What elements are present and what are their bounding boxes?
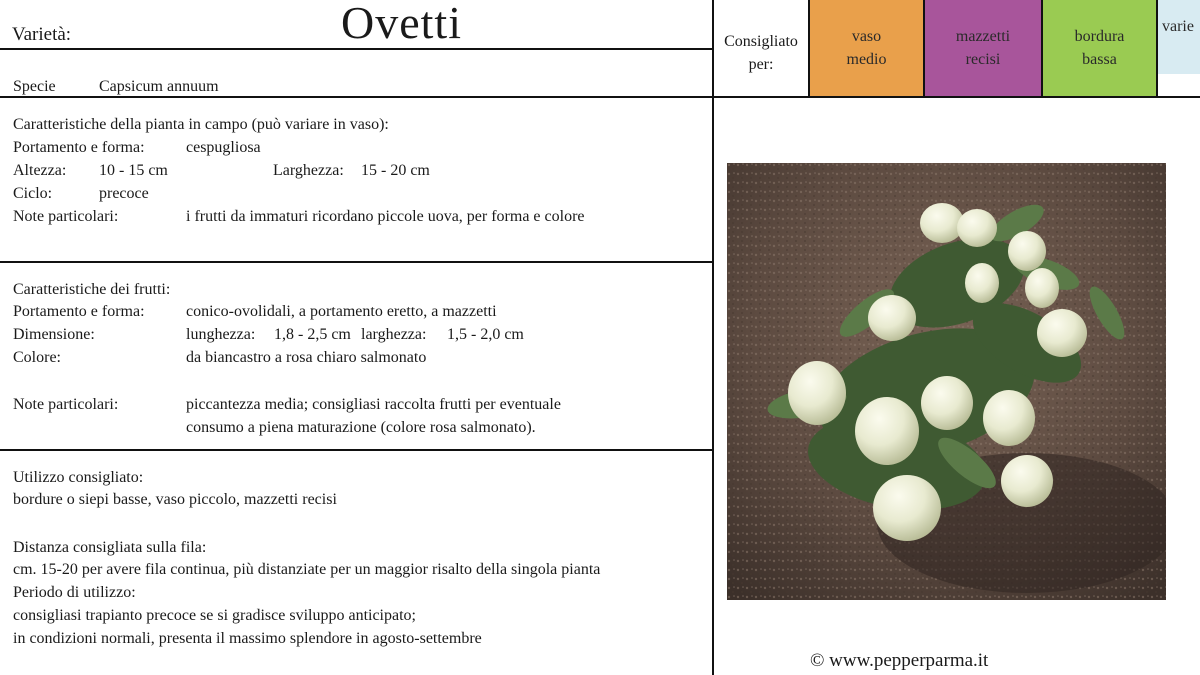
frutti-larghezza-label: larghezza: — [361, 326, 427, 343]
category-line2: medio — [846, 51, 887, 68]
category-mazzetti-recisi — [925, 0, 1041, 96]
title-underline — [0, 48, 712, 50]
altezza-label: Altezza: — [13, 162, 67, 179]
category-line2: recisi — [965, 51, 1001, 68]
category-bordura-bassa — [1043, 0, 1156, 96]
utilizzo-value: bordure o siepi basse, vaso piccolo, mazzetti recisi — [13, 491, 337, 508]
section-rule-1 — [0, 261, 712, 263]
category-varie — [1158, 0, 1200, 74]
pianta-larghezza-value: 15 - 20 cm — [361, 162, 430, 179]
frutti-note-line1: piccantezza media; consigliasi raccolta frutti per eventuale — [186, 396, 561, 413]
ciclo-value: precoce — [99, 185, 149, 202]
frutti-portamento-label: Portamento e forma: — [13, 303, 145, 320]
frutti-note-line2: consumo a piena maturazione (colore rosa salmonato). — [186, 419, 536, 436]
plant-photo — [727, 163, 1166, 600]
distanza-value: cm. 15-20 per avere fila continua, più distanziate per un maggior risalto della singola pianta — [13, 561, 601, 578]
consigliato-label — [714, 30, 808, 76]
distanza-heading: Distanza consigliata sulla fila: — [13, 539, 207, 556]
varieta-label: Varietà: — [12, 24, 72, 45]
category-line2: bassa — [1082, 51, 1117, 68]
category-line1: mazzetti — [955, 28, 1011, 45]
frutti-heading: Caratteristiche dei frutti: — [13, 281, 171, 298]
frutti-portamento-value: conico-ovolidali, a portamento eretto, a mazzetti — [186, 303, 497, 320]
dimensione-label: Dimensione: — [13, 326, 95, 343]
pianta-portamento-label: Portamento e forma: — [13, 139, 145, 156]
periodo-line1: consigliasi trapianto precoce se si gradisce sviluppo anticipato; — [13, 607, 416, 624]
page-title: Ovetti — [341, 0, 462, 48]
consigliato-line1: Consigliato — [724, 33, 798, 50]
frutti-note-label: Note particolari: — [13, 396, 119, 413]
pianta-note-label: Note particolari: — [13, 208, 119, 225]
specie-label: Specie — [13, 78, 56, 95]
altezza-value: 10 - 15 cm — [99, 162, 168, 179]
pianta-heading: Caratteristiche della pianta in campo (può variare in vaso): — [13, 116, 389, 133]
category-line1: bordura — [1074, 28, 1125, 45]
specie-value: Capsicum annuum — [99, 78, 219, 95]
lunghezza-label: lunghezza: — [186, 326, 256, 343]
lunghezza-value: 1,8 - 2,5 cm — [274, 326, 351, 343]
category-line1: vaso — [851, 28, 882, 45]
header-bottom-rule — [0, 96, 1200, 98]
copyright: © www.pepperparma.it — [810, 650, 989, 671]
utilizzo-heading: Utilizzo consigliato: — [13, 469, 144, 486]
center-divider — [712, 0, 714, 675]
consigliato-line2: per: — [748, 56, 774, 73]
ciclo-label: Ciclo: — [13, 185, 53, 202]
frutti-larghezza-value: 1,5 - 2,0 cm — [447, 326, 524, 343]
colore-value: da biancastro a rosa chiaro salmonato — [186, 349, 427, 366]
pianta-portamento-value: cespugliosa — [186, 139, 261, 156]
periodo-heading: Periodo di utilizzo: — [13, 584, 136, 601]
section-rule-2 — [0, 449, 712, 451]
colore-label: Colore: — [13, 349, 61, 366]
periodo-line2: in condizioni normali, presenta il massimo splendore in agosto-settembre — [13, 630, 482, 647]
category-line1: varie — [1162, 17, 1194, 35]
pianta-note-value: i frutti da immaturi ricordano piccole uova, per forma e colore — [186, 208, 585, 225]
pianta-larghezza-label: Larghezza: — [273, 162, 344, 179]
category-vaso-medio — [810, 0, 923, 96]
